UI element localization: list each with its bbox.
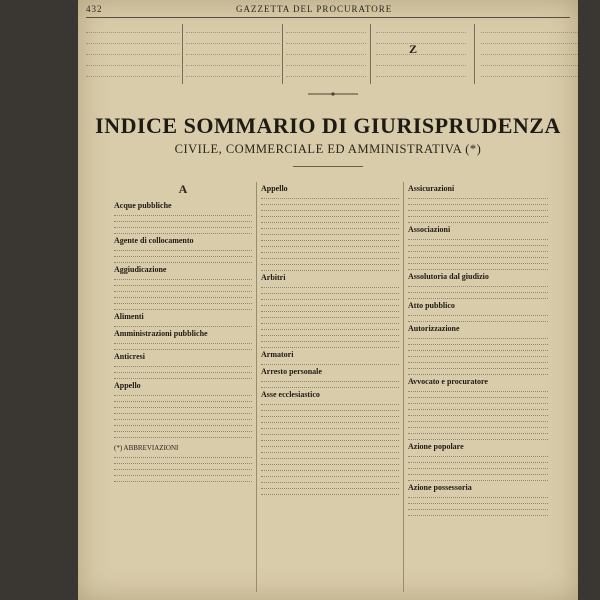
abbreviations-list	[114, 454, 252, 482]
index-entry	[114, 329, 252, 350]
entry-heading: Asse ecclesiastico	[261, 390, 320, 399]
column-divider	[282, 24, 283, 84]
entry-heading: Arbitri	[261, 273, 286, 282]
entry-heading: Amministrazioni pubbliche	[114, 329, 208, 338]
index-columns	[86, 182, 570, 592]
entries-middle	[261, 184, 399, 495]
index-entry	[114, 381, 252, 438]
entry-text	[114, 247, 252, 263]
ornament-rule	[308, 92, 358, 96]
index-entry	[114, 352, 252, 379]
prev-column	[186, 24, 280, 84]
index-entry	[408, 184, 548, 223]
entry-text	[261, 284, 399, 348]
index-entry	[261, 390, 399, 495]
index-entry	[261, 367, 399, 388]
column-divider	[182, 24, 183, 84]
prev-column	[481, 24, 578, 84]
entries-left	[114, 201, 252, 438]
index-column-left	[114, 182, 252, 592]
entry-heading: Assicurazioni	[408, 184, 455, 193]
column-divider	[474, 24, 475, 84]
entry-text	[261, 378, 399, 388]
index-column-right	[408, 182, 548, 592]
entry-heading: Appello	[114, 381, 141, 390]
entry-text	[114, 363, 252, 379]
entry-heading: Assolutoria dal giudizio	[408, 272, 489, 281]
entry-text	[408, 335, 548, 375]
prev-column	[286, 24, 366, 84]
entry-text	[261, 195, 399, 271]
entry-text	[408, 312, 548, 322]
index-entry	[114, 201, 252, 234]
entry-text	[114, 323, 252, 327]
entry-heading: Azione popolare	[408, 442, 464, 451]
entry-text	[114, 340, 252, 350]
abbreviations-box	[114, 444, 252, 482]
entry-heading: Agente di collocamento	[114, 236, 194, 245]
entry-text	[261, 361, 399, 365]
abbreviations-title: (*) ABBREVIAZIONI	[114, 444, 179, 452]
entry-heading: Armatori	[261, 350, 294, 359]
entry-heading: Arresto personale	[261, 367, 322, 376]
entry-heading: Anticresi	[114, 352, 145, 361]
index-entry	[261, 273, 399, 348]
index-entry	[408, 442, 548, 481]
index-entry	[114, 265, 252, 310]
entry-text	[408, 283, 548, 299]
index-title: INDICE SOMMARIO DI GIURISPRUDENZA	[95, 113, 561, 138]
page-number: 432	[86, 4, 103, 14]
column-divider	[403, 182, 404, 592]
entry-heading: Atto pubblico	[408, 301, 455, 310]
index-entry	[261, 350, 399, 365]
entry-text	[261, 401, 399, 495]
entry-text	[408, 388, 548, 440]
index-entry	[408, 272, 548, 299]
index-entry	[408, 324, 548, 375]
title-rule	[293, 166, 363, 167]
section-letter-a: A	[178, 182, 188, 196]
entry-heading: Autorizzazione	[408, 324, 460, 333]
entry-text	[114, 276, 252, 310]
running-title: GAZZETTA DEL PROCURATORE	[236, 4, 393, 14]
index-entry	[114, 236, 252, 263]
entry-text	[408, 453, 548, 481]
header-rule	[86, 17, 570, 18]
entry-heading: Aggiudicazione	[114, 265, 167, 274]
index-entry	[408, 377, 548, 440]
entry-heading: Azione possessoria	[408, 483, 472, 492]
entry-text	[408, 236, 548, 270]
page-header	[86, 4, 570, 16]
index-column-middle	[261, 182, 399, 592]
previous-index-columns	[86, 24, 570, 86]
entry-text	[114, 392, 252, 438]
index-entry	[408, 301, 548, 322]
prev-column	[86, 24, 180, 84]
index-entry	[408, 483, 548, 516]
index-entry	[261, 184, 399, 271]
prev-column	[376, 24, 466, 84]
entry-heading: Appello	[261, 184, 288, 193]
document-page	[78, 0, 578, 600]
entry-heading: Associazioni	[408, 225, 451, 234]
entries-right	[408, 184, 548, 516]
entry-heading: Acque pubbliche	[114, 201, 172, 210]
entry-heading: Avvocato e procuratore	[408, 377, 488, 386]
column-divider	[256, 182, 257, 592]
index-entry	[408, 225, 548, 270]
entry-text	[114, 212, 252, 234]
entry-heading: Alimenti	[114, 312, 144, 321]
index-subtitle: CIVILE, COMMERCIALE ED AMMINISTRATIVA (*)	[174, 142, 482, 156]
entry-text	[408, 494, 548, 516]
entry-text	[408, 195, 548, 223]
section-letter-z: Z	[409, 42, 418, 56]
index-entry	[114, 312, 252, 327]
column-divider	[370, 24, 371, 84]
